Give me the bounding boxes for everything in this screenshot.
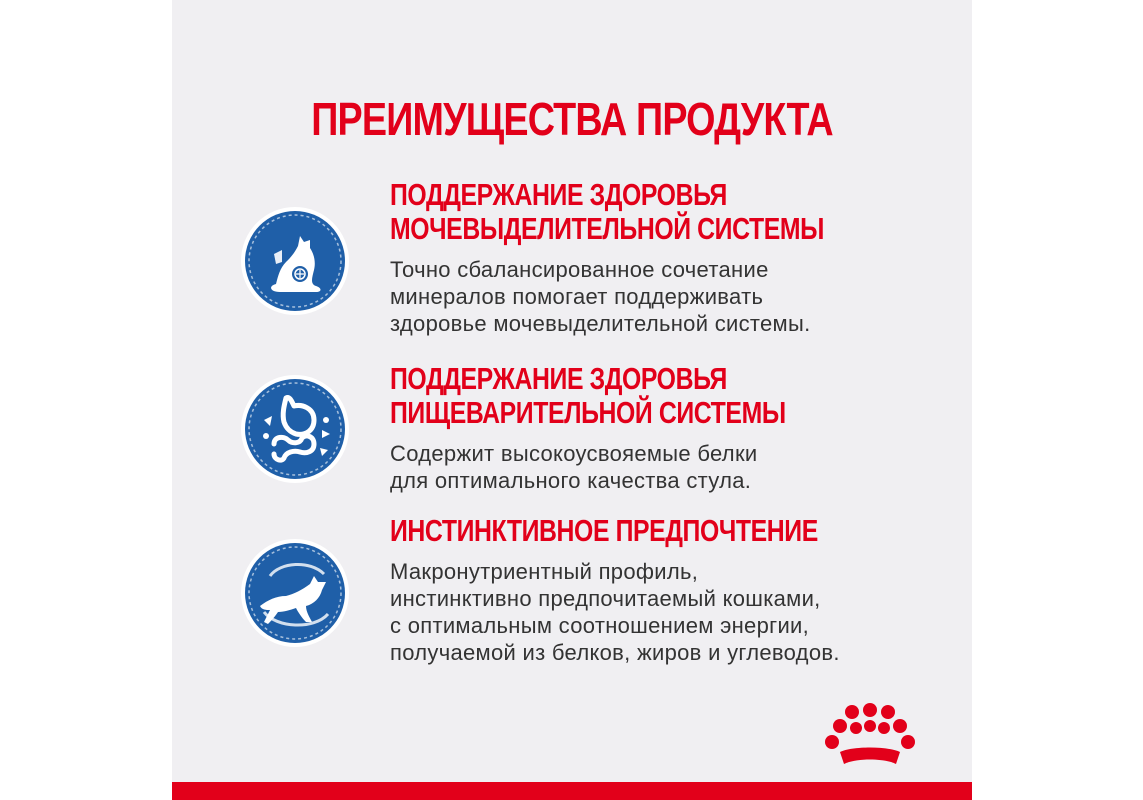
- benefit-heading: ПОДДЕРЖАНИЕ ЗДОРОВЬЯ МОЧЕВЫДЕЛИТЕЛЬНОЙ СИСТЕМЫ: [390, 177, 825, 246]
- bottom-accent-bar: [172, 782, 972, 800]
- hunting-cat-icon: [240, 538, 350, 648]
- page-title: ПРЕИМУЩЕСТВА ПРОДУКТА: [311, 93, 833, 145]
- benefit-description: Макронутриентный профиль, инстинктивно предпочитаемый кошками, с оптимальным соотношением энергии, получаемой из белков, жиров и углеводов.: [390, 559, 840, 665]
- benefit-description: Точно сбалансированное сочетание минералов помогает поддерживать здоровье мочевыделительной системы.: [390, 257, 811, 336]
- benefit-heading: ИНСТИНКТИВНОЕ ПРЕДПОЧТЕНИЕ: [390, 513, 818, 548]
- brand-crown-logo: [822, 702, 918, 774]
- kidney-cat-icon: [240, 206, 350, 316]
- benefit-heading: ПОДДЕРЖАНИЕ ЗДОРОВЬЯ ПИЩЕВАРИТЕЛЬНОЙ СИСТЕМЫ: [390, 361, 786, 430]
- product-benefits-card: [172, 0, 972, 800]
- benefit-description: Содержит высокоусвояемые белки для оптимального качества стула.: [390, 441, 758, 493]
- digestive-system-icon: [240, 374, 350, 484]
